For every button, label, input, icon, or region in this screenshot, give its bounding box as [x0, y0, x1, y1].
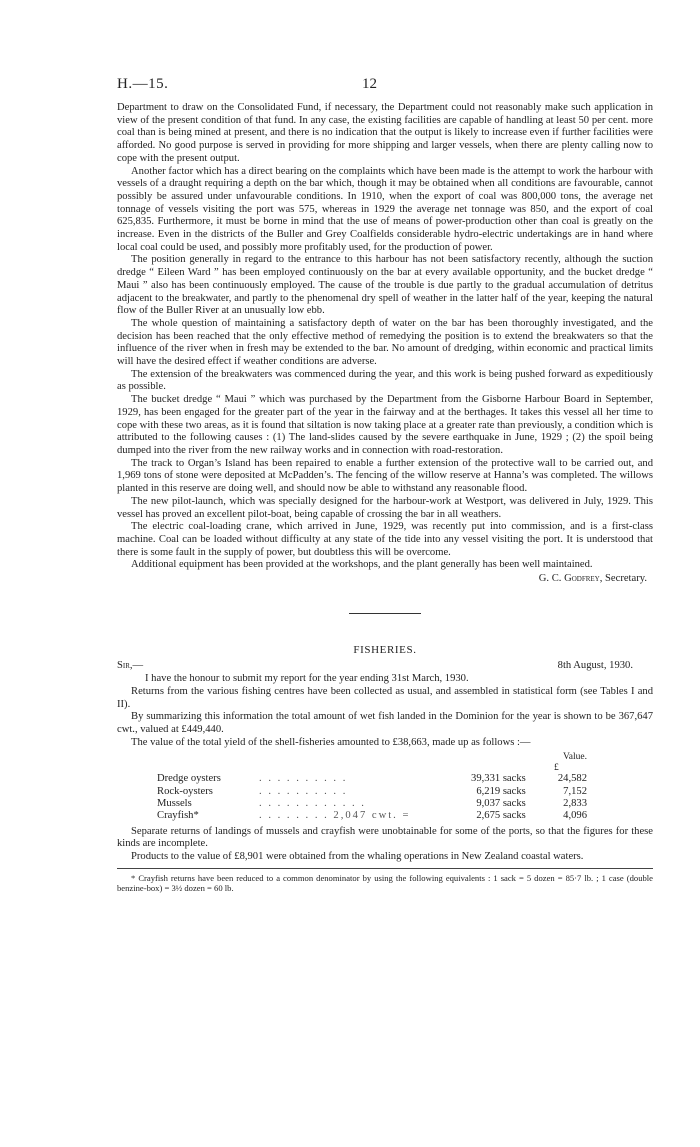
row-quantity: 39,331 sacks — [471, 773, 526, 785]
salutation-row — [117, 660, 653, 673]
paragraph: The track to Organ’s Island has been repaired to enable a further extension of the protective wall to be carried out, and 1,969 tons of stone were deposited at McPadden’s. The fencing of the willow reserve at Hanna’s was completed. The willows planted in this reserve are doing well, and should now be able to withstand any reasonable flood. — [117, 457, 653, 495]
row-leader: . . . . . . . . . . . . — [259, 797, 366, 809]
table-row — [157, 798, 587, 810]
signature-name: Godfrey — [564, 573, 600, 585]
row-name: Crayfish* — [157, 810, 199, 822]
paragraph: The bucket dredge “ Maui ” which was purchased by the Department from the Gisborne Harbour Board in September, 1929, has been engaged for the greater part of the year in the fairway and at the berthages. It takes this vessel all her time to cope with these two areas, as it is found that siltation is now taking place at a greater rate than previously, a condition which is attributed to the following causes : (1) The land-slides caused by the severe earthquake in June, 1929 ; (2) the spoil being dumped into the river from the new railway works and in connection with road-restoration. — [117, 394, 653, 456]
row-leader: . . . . . . . . . . — [259, 773, 348, 785]
signature — [117, 573, 653, 586]
table-header-row — [157, 752, 587, 763]
row-value: 4,096 — [563, 810, 587, 822]
row-quantity: 6,219 sacks — [476, 785, 526, 797]
salutation: Sir,— — [117, 660, 144, 672]
paragraph: Returns from the various fishing centres have been collected as usual, and assembled in statistical form (see Tables I and II). — [117, 685, 653, 710]
paragraph: The electric coal-loading crane, which arrived in June, 1929, was recently put into commission, and is a first-class machine. Coal can be loaded without difficulty at any state of the tide into any vessel visiting the port. It is understood that there is some fault in the supply of power, but doubtless this will be overcome. — [117, 521, 653, 558]
table-row — [157, 786, 587, 798]
table-row — [157, 773, 587, 785]
section-divider — [349, 613, 421, 614]
table-unit-row — [157, 763, 587, 774]
paragraph: The value of the total yield of the shell-fisheries amounted to £38,663, made up as follows :— — [131, 736, 531, 748]
paragraph: By summarizing this information the total amount of wet fish landed in the Dominion for the year is shown to be 367,647 cwt., valued at £449,440. — [117, 711, 653, 735]
row-name: Mussels — [157, 797, 192, 809]
row-name: Rock-oysters — [157, 785, 213, 797]
table-row — [157, 810, 587, 822]
row-quantity: 2,675 sacks — [476, 810, 526, 822]
row-value: 2,833 — [563, 797, 587, 809]
letter-date: 8th August, 1930. — [557, 660, 633, 672]
signature-initials: G. C. — [538, 573, 562, 585]
value-header: Value. — [562, 752, 587, 763]
row-leader: . . . . . . . . . . — [259, 785, 348, 797]
paragraph: The new pilot-launch, which was specially designed for the harbour-work at Westport, was delivered in July, 1929. This vessel has proved an excellent pilot-boat, being capable of crossing the bar in all weathers. — [117, 495, 653, 520]
paragraph: Separate returns of landings of mussels and crayfish were unobtainable for some of the ports, so that the figures for these kinds are incomplete. — [117, 825, 653, 850]
row-name: Dredge oysters — [157, 773, 221, 785]
paragraph: The extension of the breakwaters was commenced during the year, and this work is being pushed forward as expeditiously as possible. — [117, 368, 653, 393]
paragraph: The whole question of maintaining a satisfactory depth of water on the bar has been thoroughly investigated, and the decision has been reached that the only effective method of remedying the position is to extend the breakwaters so that the influence of the river when in fresh may be extended to the bar. No amount of dredging, within economic and practical limits will have the desired effect if weather conditions are adverse. — [117, 317, 653, 368]
row-value: 24,582 — [557, 773, 587, 785]
paragraph: The position generally in regard to the entrance to this harbour has not been satisfactory recently, although the suction dredge “ Eileen Ward ” has been employed continuously on the bar at every available opportunity, and the bucket dredge “ Maui ” also has been continuously employed. The cause of the trouble is due partly to the gradual accumulation of detritus adjacent to the breakwater, and partly to the phenomenal dry spell of weather in the latter half of the year, keeping the natural flow of the Buller River at an unusually low ebb. — [117, 254, 653, 317]
paragraph: Products to the value of £8,901 were obtained from the whaling operations in New Zealand coastal waters. — [131, 850, 584, 862]
report-code: H.—15. — [117, 76, 169, 92]
paragraph: I have the honour to submit my report for the year ending 31st March, 1930. — [145, 673, 469, 685]
footnote-divider — [117, 868, 653, 869]
row-leader: . . . . . . . . 2,047 cwt. = — [259, 810, 411, 822]
row-value: 7,152 — [563, 785, 587, 797]
page-number: 12 — [362, 76, 377, 92]
row-quantity: 9,037 sacks — [476, 797, 526, 809]
shell-fisheries-table — [157, 752, 587, 822]
signature-title: , Secretary. — [599, 573, 647, 585]
document-body — [117, 102, 653, 894]
section-title: FISHERIES. — [353, 643, 417, 656]
paragraph: Department to draw on the Consolidated Fund, if necessary, the Department could not reasonably make such application in view of the present condition of that fund. In any case, the existing facilities are capable of handling at least 50 per cent. more coal than is being mined at present, and there is no indication that the output is likely to increase even if further facilities were afforded. No good purpose is served in providing for more shipping and larger vessels, when there are plenty calling now to cope with the present output. — [117, 102, 653, 164]
paragraph: Another factor which has a direct bearing on the complaints which have been made is the attempt to work the harbour with vessels of a draught requiring a depth on the bar which, though it may be obtained when all conditions are favourable, cannot possibly be assured under unfavourable conditions. In 1910, when the export of coal was 800,000 tons, the average net tonnage of vessels visiting the port was 575, whereas in 1929 the average net tonnage was 850, and the export of coal 625,835. Furthermore, it must be borne in mind that the use of means of power-production other than coal is greatly on the increase. Even in the districts of the Buller and Grey Coalfields considerable hydro-electric undertakings are in hand where local coal could be used, and possibly more profitably used, for the production of power. — [117, 165, 653, 253]
value-unit: £ — [554, 762, 559, 773]
paragraph: Additional equipment has been provided at the workshops, and the plant generally has been well maintained. — [131, 559, 593, 571]
footnote: * Crayfish returns have been reduced to a common denominator by using the following equivalents : 1 sack = 5 dozen = 85·7 lb. ; 1 case (double benzine-box) = 3½ dozen = 60 lb. — [117, 872, 653, 894]
